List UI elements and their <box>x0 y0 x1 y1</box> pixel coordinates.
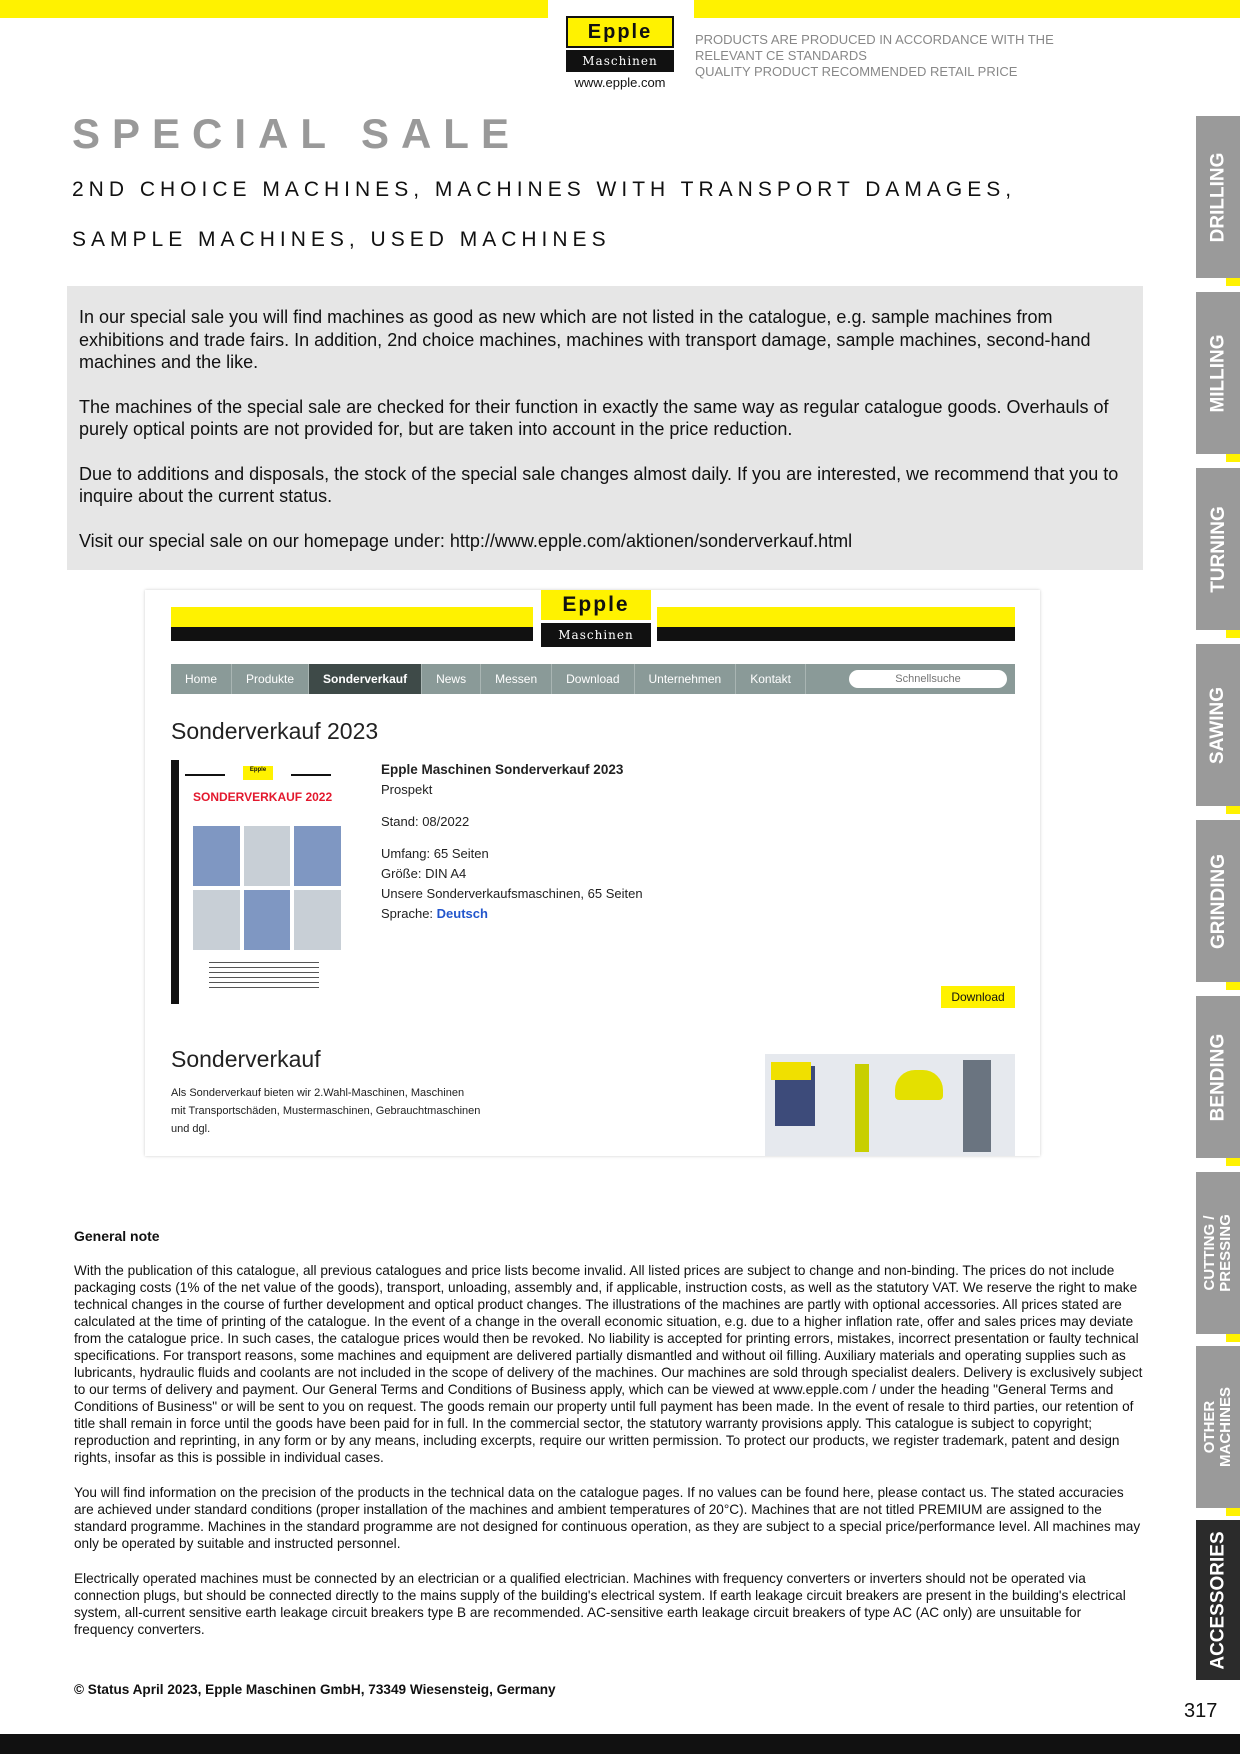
cover-photo <box>193 826 240 886</box>
search-input[interactable] <box>849 670 1007 688</box>
info-paragraph-url: Visit our special sale on our homepage under: http://www.epple.com/aktionen/sonderverkauf.html <box>79 530 853 551</box>
info-paragraph: Due to additions and disposals, the stock of the special sale changes almost daily. If you are interested, we recommend that you to inquire about the current status. <box>79 463 1119 506</box>
cover-photo <box>244 826 291 886</box>
site-bar-yellow-left <box>171 607 533 627</box>
site-bar-black-right <box>657 627 1015 641</box>
site-bar-black-left <box>171 627 533 641</box>
machine-shape <box>771 1062 811 1080</box>
machines-image <box>765 1054 1015 1156</box>
nav-sonderverkauf[interactable]: Sonderverkauf <box>309 664 422 694</box>
cover-bar <box>291 774 331 776</box>
details-stand: Stand: 08/2022 <box>381 814 470 829</box>
tab-milling[interactable] <box>1196 292 1240 454</box>
page-number: 317 <box>1184 1700 1218 1722</box>
tab-label <box>1209 854 1228 949</box>
cover-logo: Epple <box>243 766 273 780</box>
cover-fine-print <box>209 962 319 992</box>
machine-shape <box>855 1064 869 1152</box>
tab-label <box>1202 1214 1234 1292</box>
general-note-heading: General note <box>74 1228 160 1244</box>
machine-shape <box>895 1070 943 1100</box>
tab-bending[interactable] <box>1196 996 1240 1158</box>
notice-line: PRODUCTS ARE PRODUCED IN ACCORDANCE WITH THE <box>695 32 1054 47</box>
cover-bar <box>185 774 225 776</box>
tab-label <box>1209 1033 1228 1121</box>
quality-notice <box>695 32 1095 80</box>
nav-home[interactable]: Home <box>171 664 232 694</box>
page-subtitle-line-2: SAMPLE MACHINES, USED MACHINES <box>72 228 611 251</box>
nav-download[interactable]: Download <box>552 664 634 694</box>
notice-line: QUALITY PRODUCT RECOMMENDED RETAIL PRICE <box>695 64 1018 79</box>
tab-grinding[interactable] <box>1196 820 1240 982</box>
nav-news[interactable]: News <box>422 664 481 694</box>
brochure-cover-image[interactable] <box>171 760 341 1004</box>
cover-photo <box>244 890 291 950</box>
page-subtitle-line-1: 2ND CHOICE MACHINES, MACHINES WITH TRANSPORT DAMAGES, <box>72 178 1017 201</box>
tab-label <box>1209 334 1228 412</box>
info-box <box>67 286 1143 570</box>
tab-label-line: MILLING <box>1207 333 1229 413</box>
info-paragraph: The machines of the special sale are checked for their function in exactly the same way as regular catalogue goods. Overhauls of purely optical points are not provided for, but are taken into account in the price reduction. <box>79 396 1109 439</box>
tab-label <box>1202 1387 1234 1467</box>
tab-label-line: SAWING <box>1207 686 1229 764</box>
tab-accent <box>1226 982 1240 990</box>
tab-label-line: OTHER <box>1201 1400 1219 1454</box>
tab-accent <box>1226 1508 1240 1516</box>
logo-url: www.epple.com <box>574 75 666 90</box>
general-note-body <box>74 1262 1144 1656</box>
tab-label-line: ACCESSORIES <box>1207 1530 1229 1670</box>
tab-label <box>1209 506 1228 593</box>
tab-label <box>1209 686 1228 763</box>
tab-label-line: BENDING <box>1207 1033 1229 1121</box>
page-title: SPECIAL SALE <box>72 110 521 157</box>
nav-produkte[interactable]: Produkte <box>232 664 309 694</box>
cover-photo-grid <box>193 826 341 950</box>
tab-cutting-pressing[interactable] <box>1196 1172 1240 1334</box>
status-footer: © Status April 2023, Epple Maschinen GmbH, 73349 Wiesensteig, Germany <box>74 1682 556 1697</box>
site-logo-sub: Maschinen <box>541 623 651 647</box>
tab-accent <box>1226 1158 1240 1166</box>
tab-accent <box>1226 630 1240 638</box>
site-section-heading: Sonderverkauf <box>171 1046 321 1072</box>
bottom-black-bar <box>0 1734 1240 1754</box>
tab-label-line: CUTTING / <box>1201 1215 1218 1291</box>
details-desc: Unsere Sonderverkaufsmaschinen, 65 Seiten <box>381 886 643 901</box>
tab-label-line: MACHINES <box>1217 1386 1235 1468</box>
site-logo[interactable] <box>541 590 651 652</box>
brochure-details <box>381 760 643 924</box>
details-lang-label: Sprache: <box>381 906 434 921</box>
spacer <box>381 832 643 844</box>
details-language <box>381 904 643 924</box>
website-screenshot <box>145 590 1040 1156</box>
logo-brand: Epple <box>566 16 674 48</box>
site-section-text: Als Sonderverkauf bieten wir 2.Wahl-Maschinen, Maschinen mit Transportschäden, Mustermaschinen, Gebrauchtmaschinen und dgl. <box>171 1087 481 1135</box>
tab-accent <box>1226 1334 1240 1342</box>
details-lang-link[interactable]: Deutsch <box>436 906 488 921</box>
tab-accent <box>1226 278 1240 286</box>
tab-label <box>1209 152 1228 242</box>
site-heading: Sonderverkauf 2023 <box>171 718 379 744</box>
general-note-paragraph: You will find information on the precision of the products in the technical data on the catalogue pages. If no values can be found here, please contact us. The stated accuracies are achieved under standard conditions (proper installation of the machines and ambient temperatures of 20°C). Machines that are not titled PREMIUM are assigned to the standard programme. Machines in the standard programme are not designed for continuous operation, as they are subject to a special price/performance level. All machines may only be operated by suitable and instructed personnel. <box>74 1485 1141 1551</box>
details-title: Epple Maschinen Sonderverkauf 2023 <box>381 762 624 777</box>
tab-sawing[interactable] <box>1196 644 1240 806</box>
tab-turning[interactable] <box>1196 468 1240 630</box>
machine-shape <box>963 1060 991 1152</box>
spacer <box>381 800 643 812</box>
top-yellow-bar-left <box>0 0 548 18</box>
site-logo-brand: Epple <box>541 590 651 620</box>
tab-label-line: TURNING <box>1207 505 1229 593</box>
tab-accessories[interactable] <box>1196 1520 1240 1680</box>
tab-label-line: GRINDING <box>1207 853 1229 949</box>
tab-drilling[interactable] <box>1196 116 1240 278</box>
nav-messen[interactable]: Messen <box>481 664 552 694</box>
logo-sub: Maschinen <box>566 50 674 72</box>
nav-kontakt[interactable]: Kontakt <box>736 664 806 694</box>
notice-line: RELEVANT CE STANDARDS <box>695 48 867 63</box>
general-note-paragraph: Electrically operated machines must be connected by an electrician or a qualified electrician. Machines with frequency converters or inverters should not be operated via connection plugs, but should be connected directly to the mains supply of the building's electrical system. If earth leakage circuit breakers are present in the building's electrical system, all-current sensitive earth leakage circuit breakers type B are recommended. AC-sensitive earth leakage circuit breakers of type AC (AC only) are unsuitable for frequency converters. <box>74 1571 1126 1637</box>
top-yellow-bar-right <box>694 0 1240 18</box>
cover-photo <box>193 890 240 950</box>
general-note-paragraph: With the publication of this catalogue, all previous catalogues and price lists become invalid. All listed prices are subject to change and non-binding. The prices do not include packaging costs (1% of the net value of the goods), transport, unloading, assembly and, if applicable, instruction costs, as well as the statutory VAT. We reserve the right to make technical changes in the course of further development and optical product changes. The illustrations of the machines are partly with optional accessories. All prices stated are calculated at the time of printing of the catalogue. In the event of a change in the overall economic situation, e.g. due to a higher inflation rate, offer and sales prices may deviate from the catalogue price. In such cases, the catalogue prices would then be revoked. No liability is accepted for printing errors, mistakes, incorrect presentation or faulty technical specifications. For transport reasons, some machines and equipment are delivered partially dismantled and without oil filling. Auxiliary materials and operating supplies such as lubricants, hydraulic fluids and coolants are not included in the scope of delivery of the machines. Our machines are sold through specialist dealers. Delivery is exclusively subject to our terms of delivery and payment. Our General Terms and Conditions of Business apply, which can be viewed at www.epple.com / under the heading "General Terms and Conditions of Business" or will be sent to you on request. The goods remain our property until full payment has been made. In the event of resale to third parties, our retention of title shall remain in force until the goods have been paid for in full. In the commercial sector, the statutory warranty provisions apply. This catalogue is subject to copyright; reproduction and reprinting, in any form or by any means, including excerpts, require our written permission. To protect our products, we register trademark, patent and design rights, insofar as this is possible in individual cases. <box>74 1263 1143 1465</box>
details-umfang: Umfang: 65 Seiten <box>381 846 489 861</box>
tab-label-line: PRESSING <box>1217 1214 1234 1292</box>
tab-other-machines[interactable] <box>1196 1346 1240 1508</box>
tab-label <box>1209 1531 1228 1669</box>
cover-title: SONDERVERKAUF 2022 <box>193 790 333 804</box>
download-button[interactable]: Download <box>941 986 1015 1008</box>
tab-label-line: DRILLING <box>1207 152 1229 242</box>
cover-photo <box>294 890 341 950</box>
cover-photo <box>294 826 341 886</box>
details-type: Prospekt <box>381 782 433 797</box>
tab-accent <box>1226 454 1240 462</box>
site-nav <box>171 664 1015 694</box>
details-groesse: Größe: DIN A4 <box>381 866 467 881</box>
nav-unternehmen[interactable]: Unternehmen <box>635 664 737 694</box>
tab-accent <box>1226 806 1240 814</box>
site-bar-yellow-right <box>657 607 1015 627</box>
info-paragraph: In our special sale you will find machines as good as new which are not listed in the catalogue, e.g. sample machines from exhibitions and trade fairs. In addition, 2nd choice machines, machines with transport damage, sample machines, second-hand machines and the like. <box>79 307 1091 372</box>
epple-logo <box>566 16 674 98</box>
